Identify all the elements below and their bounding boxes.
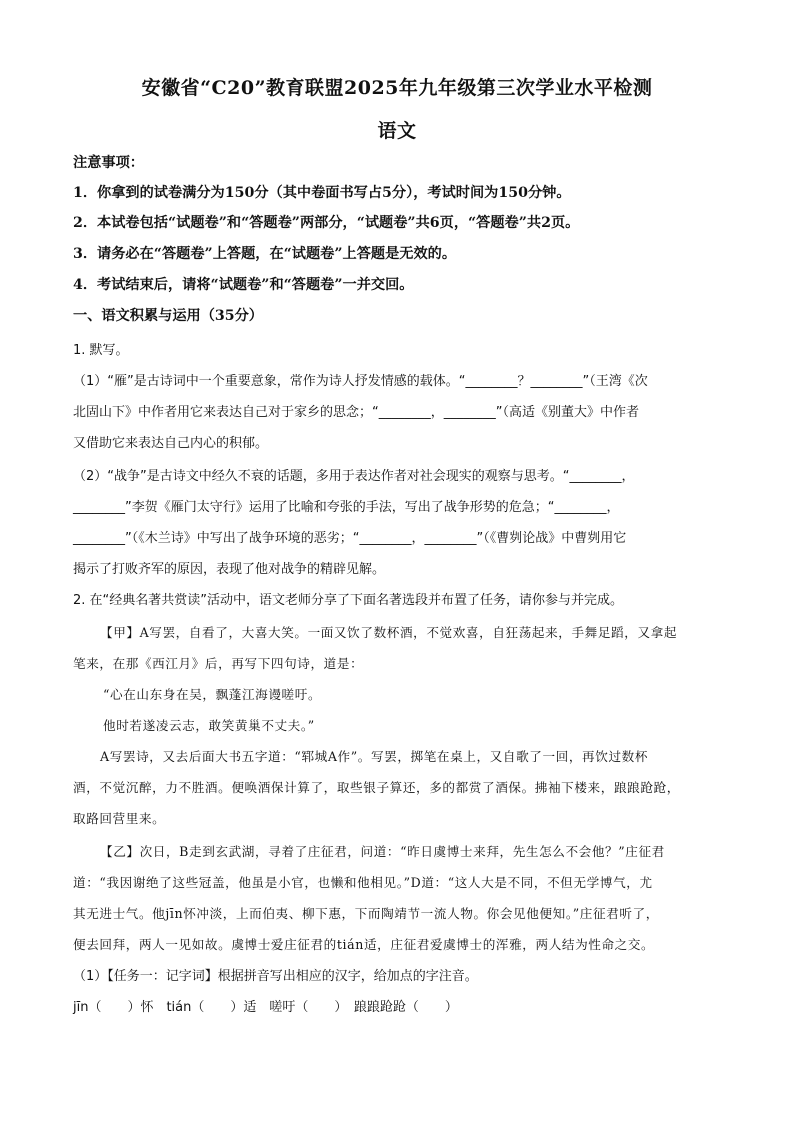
question-text: 北固山下》中作者用它来表达自己对于家乡的思念；“________，________”（高适《别董大》中作者: [73, 405, 639, 420]
exam-subject: 语文: [377, 120, 417, 142]
passage-line: 便去回拜，两人一见如故。虞博士爱庄征君的tián适，庄征君爱虞博士的浑雅，两人结为性命之交。: [73, 937, 655, 952]
question-text: ________”李贺《雁门太守行》运用了比喻和夸张的手法，写出了战争形势的危急；“________，: [73, 500, 620, 515]
notice-item: 4．考试结束后，请将“试题卷”和“答题卷”一并交回。: [73, 277, 414, 293]
passage-line: 【乙】次日，B走到玄武湖，寻着了庄征君，问道：“昨日虞博士来拜，先生怎么不会他？”庄征君: [100, 844, 665, 859]
notice-item: 1．你拿到的试卷满分为150分（其中卷面书写占5分），考试时间为150分钟。: [73, 185, 571, 201]
exam-title: 安徽省“C20”教育联盟2025年九年级第三次学业水平检测: [141, 77, 653, 99]
passage-line: 【甲】A写罢，自看了，大喜大笑。一面又饮了数杯酒，不觉欢喜，自狂荡起来，手舞足蹈，又拿起: [100, 625, 678, 640]
question-text: 又借助它来表达自己内心的积郁。: [73, 436, 269, 451]
section-heading: 一、语文积累与运用（35分）: [73, 308, 263, 324]
question-stem: 1. 默写。: [73, 343, 129, 358]
notice-item: 3．请务必在“答题卷”上答题，在“试题卷”上答题是无效的。: [73, 246, 457, 262]
question-text: （1）“雁”是古诗词中一个重要意象，常作为诗人抒发情感的载体。“________？________”（王湾《次: [73, 374, 648, 389]
passage-line: 其无进士气。他jīn怀冲淡，上而伯夷、柳下惠，下而陶靖节一流人物。你会见他便知。”庄征君听了，: [73, 906, 659, 921]
task-instruction: （1）【任务一：记字词】根据拼音写出相应的汉字，给加点的字注音。: [73, 969, 478, 984]
passage-line: 取路回营里来。: [73, 811, 166, 826]
question-text: ________”（《木兰诗》中写出了战争环境的恶劣；“________，________”（《曹刿论战》中曹刿用它: [73, 531, 627, 546]
notice-item: 2．本试卷包括“试题卷”和“答题卷”两部分，“试题卷”共6页，“答题卷”共2页。: [73, 215, 580, 231]
passage-line: 酒，不觉沉醉，力不胜酒。便唤酒保计算了，取些银子算还，多的都赏了酒保。拂袖下楼来，踉踉跄跄，: [73, 780, 680, 795]
question-stem: 2. 在“经典名著共赏读”活动中，语文老师分享了下面名著选段并布置了任务，请你参与并完成。: [73, 593, 624, 608]
notice-heading: 注意事项：: [73, 155, 144, 171]
passage-line: A写罢诗，又去后面大书五字道：“郓城A作”。写罢，掷笔在桌上，又自歌了一回，再饮过数杯: [100, 749, 649, 764]
question-text: 揭示了打败齐军的原因，表现了他对战争的精辟见解。: [73, 562, 386, 577]
passage-line: 笔来，在那《西江月》后，再写下四句诗，道是：: [73, 656, 364, 671]
poem-line: 他时若遂凌云志，敢笑黄巢不丈夫。”: [103, 718, 315, 733]
passage-line: 道：“我因谢绝了这些冠盖，他虽是小官，也懒和他相见。”D道：“这人大是不同，不但无学博气，尤: [73, 875, 653, 890]
poem-line: “心在山东身在吴，飘蓬江海谩嗟吁。: [103, 687, 322, 702]
question-text: （2）“战争”是古诗文中经久不衰的话题，多用于表达作者对社会现实的观察与思考。“________，: [73, 469, 635, 484]
answer-row: jīn（ ）怀 tián（ ）适 嗟吁（ ） 踉踉跄跄（ ）: [73, 1000, 458, 1015]
